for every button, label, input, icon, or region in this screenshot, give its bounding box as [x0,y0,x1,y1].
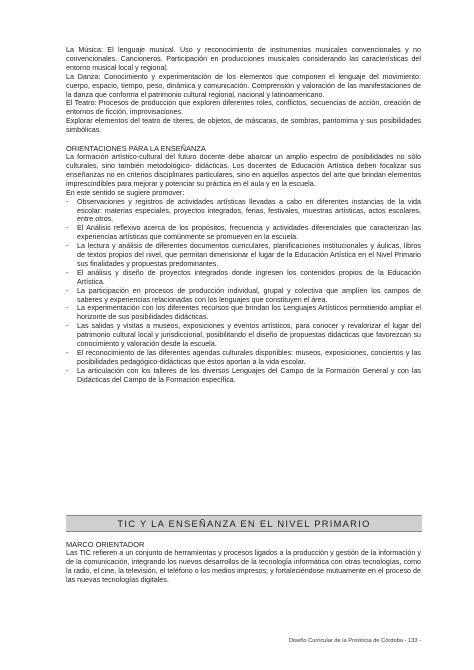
list-item-text: El análisis y diseño de proyectos integrados donde ingresen los contenidos propios de la Educación Artística. [77,268,421,286]
dash-bullet: - [66,366,69,375]
dash-bullet: - [66,304,69,313]
orientaciones-list [66,198,421,385]
list-item [66,304,421,322]
list-item-text: El reconocimiento de las diferentes agendas culturales disponibles: museos, exposiciones, conciertos y las posibilidades pedagógico-didácticas que éstos aportan a la vida escolar. [77,349,421,366]
page-footer: Diseño Curricular de la Provincia de Córdoba - 133 - [288,638,421,644]
dash-bullet: - [66,286,69,295]
list-item [66,367,421,385]
list-item-text: Las salidas y visitas a museos, exposiciones y eventos artísticos, para conocer y revalorizar el lugar del patrimonio cultural local y jurisdiccional, posibilitando el diseño de propuestas didácticas que favorezcan su conocimiento y valoración desde la escuela. [77,322,421,349]
section-banner-title: TIC Y LA ENSEÑANZA EN EL NIVEL PRIMARIO [117,518,371,529]
list-item-text: La participación en procesos de producción individual, grupal y colectiva que amplíen los campos de saberes y experiencias relacionadas con los lenguajes que constituyen el área. [77,286,421,304]
list-item-text: El Análisis reflexivo acerca de los propósitos, frecuencia y actividades diferenciales que caracterizan las experiencias artísticas que comúnmente se promueven en la escuela. [77,224,421,242]
orientaciones-paragraph: La formación artístico-cultural del futuro docente debe abarcar un amplio espectro de posibilidades no sólo culturales, sino también metodológico- didácticas. Los docentes de Educación Artística deben focalizar sus enseñanzas no en criterios disciplinares particulares, sino en aquellos aspectos del arte que brindan elementos imprescindibles para mejorar y potenciar su práctica en el aula y en la escuela. [66,153,421,188]
marco-heading: MARCO ORIENTADOR [66,540,145,549]
orientaciones-heading: ORIENTACIONES PARA LA ENSEÑANZA [66,144,206,154]
list-item [66,269,421,287]
section-banner [66,515,422,532]
list-item [66,349,421,367]
danza-paragraph: La Danza: Conocimiento y experimentación de los elementos que componen el lenguaje del movimiento: cuerpo, espacio, tiempo, peso, dinámica y comunicación. Comprensión y valoración de las manifestaciones de la danza que conforma el patrimonio cultural regional, nacional y latinoamericano. [66,72,421,99]
dash-bullet: - [66,268,69,277]
document-body [66,46,421,385]
marco-section [66,540,421,585]
musica-paragraph: La Música: El lenguaje musical. Uso y reconocimiento de instrumentos musicales convencionales y no convencionales. Cancioneros. Participación en producciones musicales considerando las características del entorno musical local y regional. [66,46,421,72]
list-item-text: La lectura y análisis de diferentes documentos curriculares, planificaciones institucionales y áulicas, libros de textos propios del nivel, que permitan dimensionar el lugar de la Educación Artística en el Nivel Primario sus finalidades y propuestas predominantes. [77,242,421,268]
explorar-paragraph: Explorar elementos del teatro de títeres, de objetos, de máscaras, de sombras, pantomima y sus posibilidades simbólicas. [66,117,421,135]
list-item [66,224,421,242]
list-item [66,287,421,305]
list-item-text: Observaciones y registros de actividades artísticas llevadas a cabo en diferentes instancias de la vida escolar: materias especiales, proyectos integrados, ferias, festivales, muestras artísticas, actos escolares, entre otros. [77,197,421,224]
orientaciones-lead-in: En este sentido se sugiere promover: [66,188,185,197]
dash-bullet: - [66,322,69,331]
dash-bullet: - [66,349,69,357]
dash-bullet: - [66,197,69,206]
list-item [66,322,421,349]
list-item [66,198,421,225]
dash-bullet: - [66,224,69,233]
list-item-text: La articulación con los talleres de los diversos Lenguajes del Campo de la Formación General y con las Didácticas del Campo de la Formación específica. [77,366,421,384]
list-item-text: La experimentación con los diferentes recursos que brindan los Lenguajes Artísticos permitiendo ampliar el horizonte de sus posibilidades didácticas. [77,304,421,322]
marco-paragraph: Las TIC refieren a un conjunto de herramientas y procesos ligados a la producción y gestión de la información y de la comunicación, integrando los nuevos desarrollos de la tecnología informática con otras tecnologías, como la radio, el cine, la televisión, el teléfono o los medios impresos; y fortaleciéndose mutuamente en el proceso de las nuevas tecnologías digitales. [66,549,421,584]
teatro-paragraph: El Teatro: Procesos de producción que exploren diferentes roles, conflictos, secuencias de acción, creación de entornos de ficción, improvisaciones. [66,99,421,117]
list-item [66,242,421,269]
dash-bullet: - [66,242,69,251]
